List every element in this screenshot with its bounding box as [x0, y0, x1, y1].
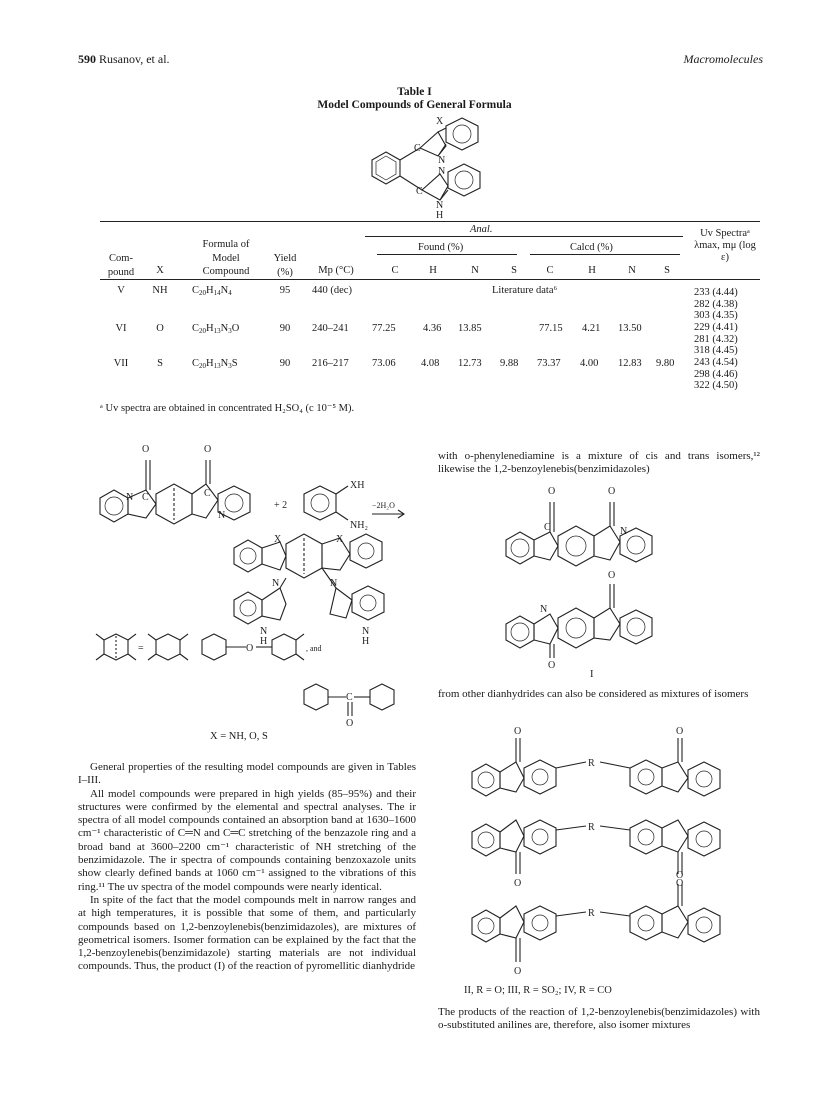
cell-n: 13.50: [618, 323, 642, 334]
col-c-found: C: [391, 265, 399, 276]
atom-c: C: [416, 186, 423, 197]
cell-h: 4.00: [580, 358, 599, 369]
cell-s: 9.80: [656, 358, 675, 369]
atom-n: N: [330, 578, 338, 589]
atom-n: N: [272, 578, 280, 589]
atom-o: O: [676, 878, 684, 889]
cell-c: 77.15: [539, 323, 563, 334]
body-text-right-2: from other dianhydrides can also be considered as mixtures of isomers: [438, 688, 749, 700]
atom-c: C: [544, 522, 551, 533]
body-text-left: [78, 761, 416, 974]
atom-o: O: [676, 726, 684, 737]
cell-uv: [694, 357, 738, 392]
atom-x: X: [274, 534, 282, 545]
authors: Rusanov, et al.: [99, 52, 170, 66]
cell-literature: Literature data⁶: [492, 285, 558, 296]
uv-value: 318 (4.45): [694, 345, 738, 357]
reagent-nh2: NH₂: [350, 520, 368, 531]
col-s-calcd: S: [664, 265, 670, 276]
plus-two: + 2: [274, 500, 288, 511]
uv-value: 233 (4.44): [694, 287, 738, 298]
col-formula: Formula of Model Compound: [202, 239, 250, 278]
cell-c: 73.37: [537, 358, 561, 369]
label-I: I: [590, 669, 594, 680]
cell-c: 77.25: [372, 323, 396, 334]
atom-n: N: [436, 200, 444, 211]
cell-formula: $C_{20}H_{13}N_3S$: [192, 358, 238, 370]
uv-value: 322 (4.50): [694, 380, 738, 392]
atom-n: N: [438, 166, 446, 177]
atom-n: N: [620, 526, 628, 537]
cell-n: 12.73: [458, 358, 482, 369]
atom-o: O: [548, 660, 556, 670]
col-n-calcd: N: [628, 265, 636, 276]
atom-c: C: [204, 488, 211, 499]
cell-h: 4.08: [421, 358, 440, 369]
r-label: R: [588, 758, 595, 769]
table-footnote: ᵃ Uv spectra are obtained in concentrated H₂SO₄ (c 10⁻⁵ M).: [100, 403, 355, 414]
atom-n: N: [260, 626, 268, 637]
col-compound: Com- pound: [107, 253, 135, 278]
cell-n: 13.85: [458, 323, 482, 334]
col-h-calcd: H: [588, 265, 596, 276]
atom-n: N: [438, 155, 446, 166]
cell-yield: 90: [279, 323, 291, 334]
col-mp: Mp (°C): [318, 265, 354, 276]
table-top-rule: [100, 221, 760, 222]
body-text-right-3: The products of the reaction of 1,2-benzoylenebis(benzimidazoles) with o-substituted anilines are, therefore, also isomer mixtures: [438, 1006, 760, 1032]
equals-sign: =: [138, 643, 144, 654]
atom-o: O: [514, 878, 522, 889]
atom-x: X: [436, 116, 444, 127]
atom-c: C: [142, 492, 149, 503]
arrow-label: −2H₂O: [372, 501, 395, 510]
r-label: R: [588, 908, 595, 919]
atom-o: O: [204, 444, 212, 455]
cell-yield: 95: [279, 285, 291, 296]
cell-formula: $C_{20}H_{14}N_4$: [192, 285, 232, 297]
and-label: , and: [306, 644, 322, 653]
atom-o: O: [608, 570, 616, 581]
atom-o: O: [676, 870, 684, 881]
structure-I: [500, 480, 700, 670]
page-number: 590: [78, 52, 96, 66]
atom-o: O: [514, 966, 522, 977]
cell-compound: V: [117, 285, 125, 296]
journal-name: Macromolecules: [683, 52, 763, 66]
cell-uv: [694, 322, 738, 357]
uv-value: 298 (4.46): [694, 368, 738, 380]
paragraph: All model compounds were prepared in high yields (85–95%) and their structures were confirmed by the elemental and spectral analyses. The ir spectra of all model compounds contained an absorption band at 1630–1600 cm⁻¹ characteristic of C═N and C═C stretching of the benzazole ring and a broad band at 3600–2200 cm⁻¹ characteristic of NH stretching of the benzimidazole. The ir spectra of compounds containing benzoxazole units show clearly defined bands at 1060 cm⁻¹ assigned to the vibrations of this ring.¹¹ The uv spectra of the model compounds were nearly identical.: [78, 787, 416, 893]
uv-value: 229 (4.41): [694, 322, 738, 333]
paragraph: General properties of the resulting model compounds are given in Tables I–III.: [78, 761, 416, 787]
atom-h: H: [436, 210, 444, 218]
found-header: Found (%): [418, 242, 464, 253]
paragraph: In spite of the fact that the model compounds melt in narrow ranges and at high temperatures, it is possible that some of them, and particularly compounds based on 1,2-benzoylenebis(benzimidazoles), are mixtures of geometrical isomers. Isomer formation can be explained by the fact that the 1,2-benzoylenebis(benzimidazole) starting materials are not individual compounds. Thus, the product (I) of the reaction of pyromellitic dianhydride: [78, 893, 416, 973]
table-number: Table I: [397, 86, 432, 98]
r-label: R: [588, 822, 595, 833]
cell-mp: 440 (dec): [312, 285, 352, 296]
atom-n: N: [126, 492, 134, 503]
header-bottom-rule: [100, 279, 760, 280]
cell-mp: 216–217: [312, 358, 349, 369]
cell-yield: 90: [279, 358, 291, 369]
anal-rule: [365, 236, 683, 237]
caption-II-IV: II, R = O; III, R = SO₂; IV, R = CO: [464, 985, 612, 996]
atom-n: N: [362, 626, 370, 637]
cell-h: 4.36: [423, 323, 442, 334]
x-definition: X = NH, O, S: [210, 731, 268, 742]
cell-compound: VII: [113, 358, 129, 369]
cell-x: S: [157, 358, 163, 369]
col-h-found: H: [429, 265, 437, 276]
cell-n: 12.83: [618, 358, 642, 369]
cell-mp: 240–241: [312, 323, 349, 334]
col-c-calcd: C: [546, 265, 554, 276]
cell-s: 9.88: [500, 358, 519, 369]
col-n-found: N: [471, 265, 479, 276]
atom-c: C: [346, 692, 353, 703]
uv-value: 243 (4.54): [694, 357, 738, 368]
running-header-left: [78, 53, 170, 67]
atom-o: O: [608, 486, 616, 497]
atom-n: N: [540, 604, 548, 615]
cell-uv: [694, 287, 738, 322]
uv-value: 281 (4.32): [694, 333, 738, 345]
atom-o: O: [142, 444, 150, 455]
reagent-xh: XH: [350, 480, 365, 491]
uv-value: 303 (4.35): [694, 310, 738, 322]
col-uv: Uv Spectraᵃ λmax, mμ (log ε): [694, 228, 756, 263]
anal-header: Anal.: [470, 224, 493, 235]
cell-x: NH: [152, 285, 168, 296]
general-formula-structure: [350, 112, 500, 218]
atom-o: O: [514, 726, 522, 737]
reaction-scheme: [94, 438, 414, 728]
atom-o: O: [548, 486, 556, 497]
body-text-right-1: with o-phenylenediamine is a mixture of cis and trans isomers,¹² likewise the 1,2-benzoylenebis(benzimidazoles): [438, 450, 760, 476]
col-s-found: S: [511, 265, 517, 276]
atom-c: C: [414, 143, 421, 154]
atom-o: O: [246, 643, 254, 654]
structures-II-IV: [466, 722, 766, 982]
table-title: Model Compounds of General Formula: [317, 99, 512, 111]
cell-compound: VI: [115, 323, 127, 334]
atom-h: H: [260, 636, 268, 647]
cell-formula: $C_{20}H_{13}N_3O$: [192, 323, 240, 335]
uv-value: 282 (4.38): [694, 298, 738, 310]
calcd-header: Calcd (%): [570, 242, 613, 253]
cell-x: O: [156, 323, 164, 334]
atom-h: H: [362, 636, 370, 647]
cell-h: 4.21: [582, 323, 601, 334]
atom-x: X: [336, 534, 344, 545]
atom-o: O: [346, 718, 354, 728]
atom-n: N: [218, 510, 226, 521]
col-x: X: [156, 265, 164, 276]
cell-c: 73.06: [372, 358, 396, 369]
col-yield: Yield (%): [273, 253, 297, 278]
